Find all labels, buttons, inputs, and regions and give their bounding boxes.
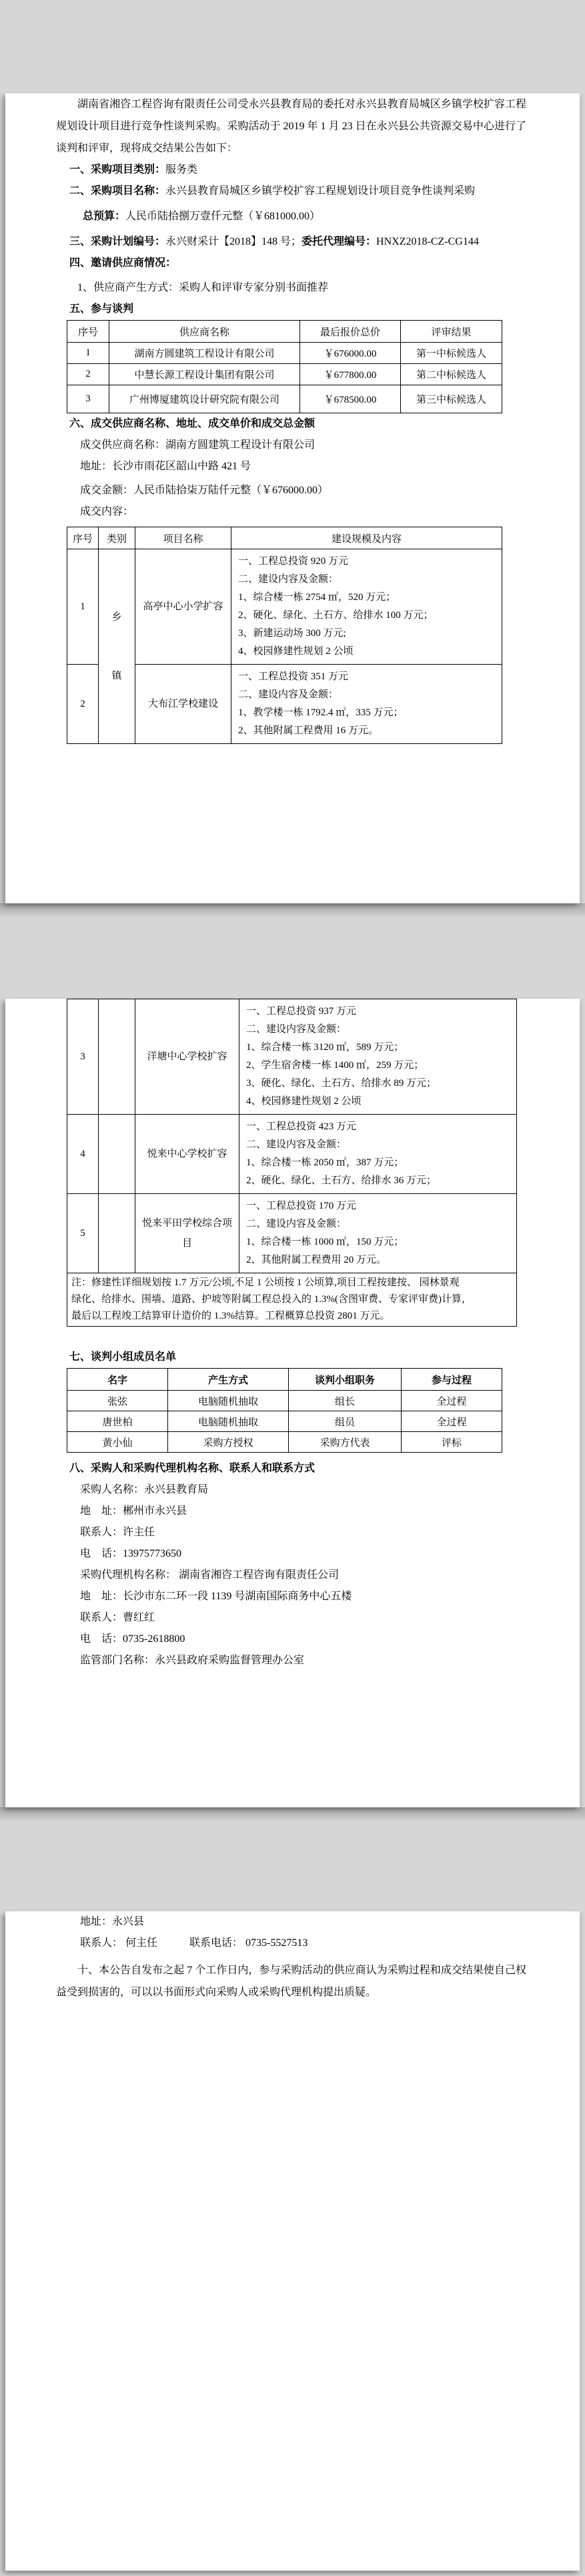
cell-participation: 评标 (402, 1432, 502, 1453)
note-line-3: 最后以工程竣工结算审计造价的 1.3%结算。工程概算总投资 2801 万元。 (71, 1311, 390, 1321)
participants-table (67, 320, 502, 413)
cell-seq: 3 (67, 385, 109, 413)
section-3-label: 三、采购计划编号： (69, 236, 166, 247)
header-cell-supplier: 供应商名称 (109, 321, 300, 343)
agency-name-line: 采购代理机构名称： 湖南省湘咨工程咨询有限责任公司 (80, 1569, 340, 1581)
section-8-label: 八、采购人和采购代理机构名称、联系人和联系方式 (69, 1463, 316, 1474)
regulator-address-line: 地址：永兴县 (80, 1916, 145, 1927)
cell-seq: 5 (67, 1194, 99, 1273)
buyer-contact-line: 联系人：许主任 (80, 1527, 155, 1538)
canvas-top-margin (0, 0, 585, 12)
section-4-invited-suppliers (69, 253, 526, 274)
section-5-negotiation (69, 299, 526, 320)
projects-table-page1 (67, 527, 502, 744)
category-char-xiang: 乡 (111, 611, 122, 623)
cell-seq: 1 (67, 343, 109, 364)
scope-line: 二、建设内容及金额： (246, 1139, 347, 1150)
page-gap (0, 1807, 585, 1821)
winner-address-line: 地址：长沙市雨花区韶山中路 421 号 (80, 461, 251, 472)
header-cell-method: 产生方式 (168, 1369, 289, 1391)
header-cell-project: 项目名称 (135, 527, 231, 549)
section-4-label: 四、邀请供应商情况： (69, 257, 177, 269)
buyer-phone-line: 电 话：13975773650 (80, 1548, 182, 1559)
cell-price: ￥678500.00 (300, 385, 401, 413)
cell-role: 组长 (289, 1391, 402, 1411)
cell-member-name: 唐世柏 (67, 1411, 168, 1432)
section-10-objection-paragraph: 十、本公告自发布之起 7 个工作日内，参与采购活动的供应商认为采购过程和成交结果使自己权益受到损害的，可以以书面形式向采购人或采购代理机构提出质疑。 (56, 1965, 526, 1998)
cell-scope (239, 1194, 517, 1273)
section-1-category (69, 159, 526, 181)
supplier-method-line: 1、供应商产生方式：采购人和评审专家分别书面推荐 (77, 282, 329, 293)
document-page-2 (5, 999, 580, 1807)
section-1-value: 服务类 (165, 164, 198, 175)
budget-value: 人民币陆拾捌万壹仟元整（￥681000.00） (125, 211, 321, 222)
header-cell-participation: 参与过程 (402, 1369, 502, 1391)
panel-header-row (67, 1369, 502, 1391)
canvas-bottom-margin (0, 2571, 585, 2576)
document-page-3 (5, 1911, 580, 2571)
section-8-contacts (69, 1458, 526, 1479)
projects-note-row (67, 1273, 517, 1327)
header-cell-role: 谈判小组职务 (289, 1369, 402, 1391)
cell-seq: 4 (67, 1115, 99, 1194)
participants-row-1 (67, 343, 502, 364)
cell-project-name: 高亭中心小学扩容 (135, 549, 231, 665)
section-2-value: 永兴县教育局城区乡镇学校扩容工程规划设计项目竞争性谈判采购 (165, 185, 476, 197)
cell-role: 组员 (289, 1411, 402, 1432)
participants-row-2 (67, 364, 502, 385)
cell-category-empty (99, 1115, 135, 1194)
winner-content-line: 成交内容： (80, 506, 134, 517)
scope-line: 一、工程总投资 351 万元 (238, 671, 349, 682)
cell-supplier: 广州博厦建筑设计研究院有限公司 (109, 385, 300, 413)
document-page-1 (5, 93, 580, 903)
scope-line: 一、工程总投资 937 万元 (246, 1006, 357, 1017)
note-line-2: 绿化、给排水、围墙、道路、护坡等附属工程总投入的 1.3%(含图审费、专家评审费)计算， (71, 1294, 472, 1305)
scope-line: 1、综合楼一栋 3120 ㎡，589 万元； (246, 1042, 404, 1053)
panel-members-table (67, 1368, 502, 1453)
intro-paragraph: 湖南省湘咨工程咨询有限责任公司受永兴县教育局的委托对永兴县教育局城区乡镇学校扩容工程规划设计项目进行竞争性谈判采购。采购活动于 2019 年 1 月 23 日在永兴县公共资源交易中心进行了谈判和评审，现将成交结果公告如下： (56, 99, 526, 154)
winner-amount-line: 成交金额：人民币陆拾柒万陆仟元整（￥676000.00） (80, 485, 329, 496)
section-7-panel (69, 1347, 526, 1368)
note-line-1: 注：修建性详细规划按 1.7 万元/公顷,不足 1 公顷按 1 公顷算,项目工程按建按、 园林景观 (71, 1277, 460, 1288)
participants-row-3 (67, 385, 502, 413)
cell-supplier: 湖南方圆建筑工程设计有限公司 (109, 343, 300, 364)
scope-line: 3、硬化、绿化、土石方、给排水 89 万元； (246, 1078, 437, 1089)
section-6-label: 六、成交供应商名称、地址、成交单价和成交总金额 (69, 418, 316, 429)
scope-line: 二、建设内容及金额： (246, 1219, 347, 1229)
project-row-5 (67, 1194, 517, 1273)
panel-row-1 (67, 1391, 502, 1411)
scope-line: 2、其他附属工程费用 20 万元。 (246, 1255, 387, 1265)
cell-project-name: 洋塘中心学校扩容 (135, 999, 239, 1115)
cell-participation: 全过程 (402, 1391, 502, 1411)
cell-category-merged (99, 549, 135, 744)
project-row-4 (67, 1115, 517, 1194)
cell-seq: 1 (67, 549, 99, 665)
cell-scope (239, 999, 517, 1115)
regulator-contact-line: 联系人： 何主任 联系电话： 0735-5527513 (80, 1937, 308, 1949)
participants-header-row (67, 321, 502, 343)
scope-line: 1、综合楼一栋 2754 ㎡，520 万元； (238, 592, 396, 603)
cell-member-name: 黄小仙 (67, 1432, 168, 1453)
cell-price: ￥676000.00 (300, 343, 401, 364)
project-row-3 (67, 999, 517, 1115)
category-char-zhen: 镇 (111, 670, 122, 681)
section-5-label: 五、参与谈判 (69, 303, 134, 315)
cell-project-name: 悦来平田学校综合项目 (135, 1194, 239, 1273)
header-cell-name: 名字 (67, 1369, 168, 1391)
cell-seq: 2 (67, 665, 99, 744)
winner-name-line: 成交供应商名称：湖南方圆建筑工程设计有限公司 (80, 439, 316, 451)
cell-role: 采购方代表 (289, 1432, 402, 1453)
agency-number-value: HNXZ2018-CZ-CG144 (376, 236, 479, 247)
scope-line: 1、综合楼一栋 2050 ㎡，387 万元； (246, 1157, 404, 1168)
scope-line: 一、工程总投资 423 万元 (246, 1121, 357, 1132)
scope-line: 2、学生宿舍楼一栋 1400 ㎡，259 万元； (246, 1060, 424, 1071)
scope-line: 2、硬化、绿化、土石方、给排水 100 万元； (238, 610, 434, 621)
scope-line: 1、教学楼一栋 1792.4 ㎡，335 万元； (238, 707, 404, 718)
section-1-label: 一、采购项目类别： (69, 164, 166, 175)
panel-row-3 (67, 1432, 502, 1453)
header-cell-price: 最后报价总价 (300, 321, 401, 343)
agency-contact-line: 联系人：曹红红 (80, 1612, 155, 1623)
scope-line: 2、其他附属工程费用 16 万元。 (238, 725, 379, 736)
cell-category-empty (99, 999, 135, 1115)
agency-address-line: 地 址：长沙市东二环一段 1139 号湖南国际商务中心五楼 (80, 1591, 352, 1602)
scope-line: 1、综合楼一栋 1000 ㎡，150 万元； (246, 1237, 404, 1247)
projects-header-row (67, 527, 502, 549)
cell-scope (231, 549, 502, 665)
project-row-1 (67, 549, 502, 665)
scope-line: 4、校园修建性规划 2 公顷 (246, 1096, 362, 1107)
cell-seq: 3 (67, 999, 99, 1115)
cell-result: 第三中标候选人 (401, 385, 502, 413)
header-cell-seq: 序号 (67, 527, 99, 549)
section-7-label: 七、谈判小组成员名单 (69, 1351, 177, 1363)
section-6-award (69, 413, 526, 435)
scope-line: 3、新建运动场 300 万元; (238, 628, 346, 639)
cell-supplier: 中慧长源工程设计集团有限公司 (109, 364, 300, 385)
section-2-label: 二、采购项目名称： (69, 185, 166, 197)
header-cell-category: 类别 (99, 527, 135, 549)
regulator-name-line: 监管部门名称：永兴县政府采购监督管理办公室 (80, 1655, 305, 1666)
agency-number-label: 委托代理编号： (302, 236, 377, 247)
cell-method: 电脑随机抽取 (168, 1411, 289, 1432)
scope-line: 二、建设内容及金额： (238, 574, 339, 585)
cell-scope (231, 665, 502, 744)
cell-project-name: 悦来中心学校扩容 (135, 1115, 239, 1194)
projects-table-page2 (67, 999, 517, 1327)
cell-participation: 全过程 (402, 1411, 502, 1432)
plan-number-value: 永兴财采计【2018】148 号； (165, 236, 302, 247)
agency-phone-line: 电 话：0735-2618800 (80, 1633, 185, 1645)
panel-row-2 (67, 1411, 502, 1432)
buyer-address-line: 地 址：郴州市永兴县 (80, 1505, 187, 1517)
budget-label: 总预算： (83, 211, 126, 222)
note-cell (67, 1273, 517, 1327)
cell-scope (239, 1115, 517, 1194)
cell-price: ￥677800.00 (300, 364, 401, 385)
total-budget-line (83, 206, 526, 227)
scope-line: 二、建设内容及金额： (238, 689, 339, 700)
cell-result: 第二中标候选人 (401, 364, 502, 385)
cell-method: 采购方授权 (168, 1432, 289, 1453)
cell-result: 第一中标候选人 (401, 343, 502, 364)
header-cell-seq: 序号 (67, 321, 109, 343)
cell-category-empty (99, 1194, 135, 1273)
cell-member-name: 张弦 (67, 1391, 168, 1411)
scope-line: 一、工程总投资 170 万元 (246, 1201, 357, 1211)
section-3-plan-number (69, 231, 526, 253)
section-2-project-name (69, 181, 526, 202)
scope-line: 二、建设内容及金额： (246, 1024, 347, 1035)
page-gap (0, 903, 585, 917)
scope-line: 2、硬化、绿化、土石方、给排水 36 万元； (246, 1175, 437, 1186)
buyer-name-line: 采购人名称：永兴县教育局 (80, 1484, 209, 1495)
cell-method: 电脑随机抽取 (168, 1391, 289, 1411)
cell-seq: 2 (67, 364, 109, 385)
scope-line: 一、工程总投资 920 万元 (238, 556, 349, 567)
scope-line: 4、校园修建性规划 2 公顷 (238, 646, 354, 657)
header-cell-result: 评审结果 (401, 321, 502, 343)
header-cell-scope: 建设规模及内容 (231, 527, 502, 549)
cell-project-name: 大布江学校建设 (135, 665, 231, 744)
